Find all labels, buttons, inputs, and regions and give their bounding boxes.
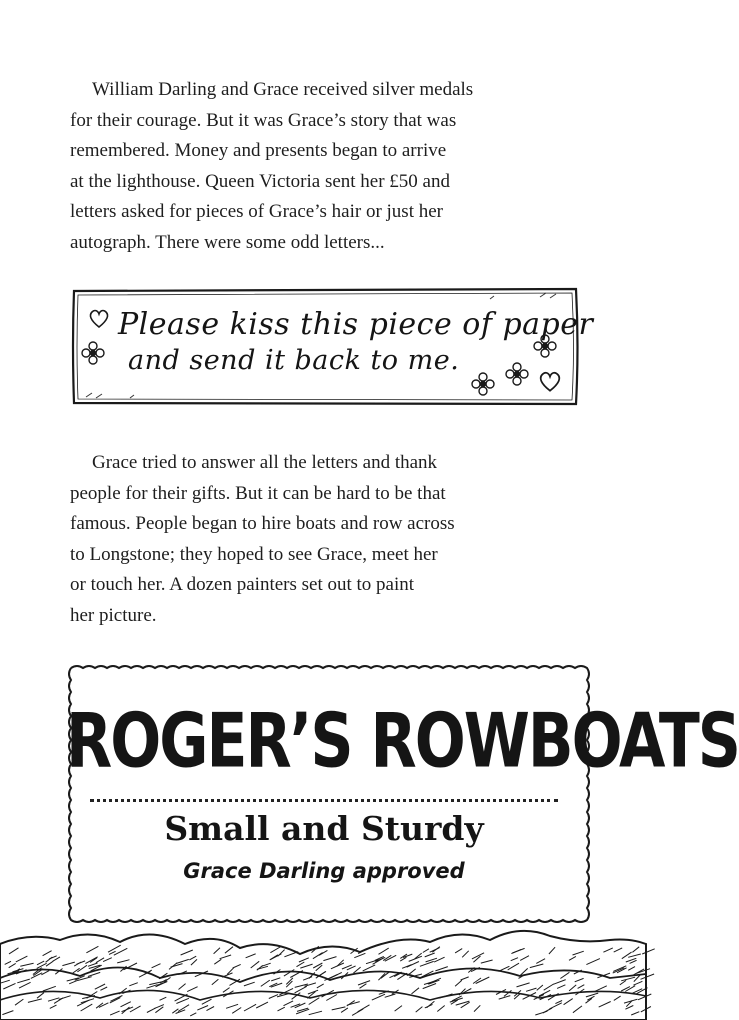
text-line: to Longstone; they hoped to see Grace, meet her: [70, 543, 438, 565]
text-line: or touch her. A dozen painters set out to paint: [70, 574, 415, 596]
text-line: letters asked for pieces of Grace’s hair or just her: [70, 201, 443, 223]
text-line: remembered. Money and presents began to arrive: [70, 140, 447, 162]
sea-waves-illustration: [0, 918, 646, 1020]
flower-icon: [532, 333, 558, 359]
rowboat-advert: [66, 663, 739, 921]
text-line: famous. People began to hire boats and row across: [70, 513, 455, 535]
advert-subtitle: Small and Sturdy: [164, 809, 484, 848]
text-line: William Darling and Grace received silver medals: [92, 79, 474, 100]
text-line: people for their gifts. But it can be hard to be that: [70, 482, 446, 504]
advert-title: ROGER’S ROWBOATS: [66, 697, 739, 785]
handwritten-letter-note: [70, 285, 594, 408]
paragraph-fame: [70, 448, 590, 632]
heart-icon: [88, 309, 110, 329]
text-line: at the lighthouse. Queen Victoria sent her £50 and: [70, 170, 450, 192]
text-line: for their courage. But it was Grace’s story that was: [70, 109, 457, 131]
flower-icon: [80, 340, 106, 366]
dotted-divider: [90, 799, 558, 802]
text-line: autograph. There were some odd letters...: [70, 231, 385, 253]
text-line: her picture.: [70, 604, 157, 626]
flower-icon: [470, 371, 496, 397]
note-line-2: and send it back to me.: [128, 345, 460, 376]
advert-tagline: Grace Darling approved: [183, 859, 465, 883]
paragraph-medals: [70, 75, 590, 259]
note-line-1: Please kiss this piece of paper: [118, 307, 594, 342]
heart-icon: [538, 371, 562, 393]
text-line: Grace tried to answer all the letters and thank: [92, 452, 438, 473]
flower-icon: [504, 361, 530, 387]
